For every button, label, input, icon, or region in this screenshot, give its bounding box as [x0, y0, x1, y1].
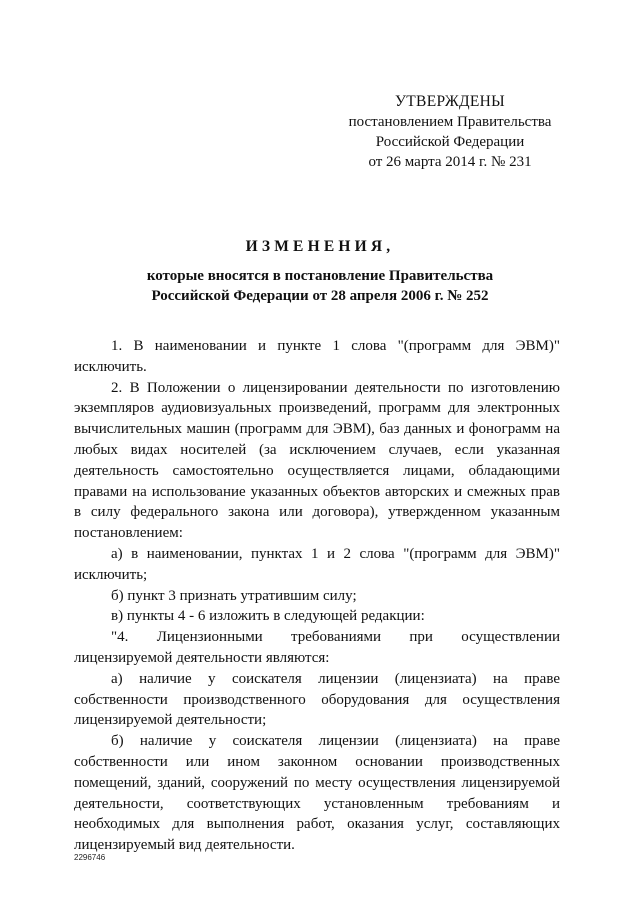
paragraph: а) в наименовании, пунктах 1 и 2 слова "(программ для ЭВМ)" исключить; — [74, 545, 560, 583]
paragraph: 1. В наименовании и пункте 1 слова "(программ для ЭВМ)" исключить. — [74, 338, 560, 375]
approval-heading: УТВЕРЖДЕНЫ — [395, 93, 505, 110]
approval-line: от 26 марта 2014 г. № 231 — [368, 154, 532, 170]
subtitle-line: Российской Федерации от 28 апреля 2006 г. № 252 — [151, 288, 489, 304]
subtitle-line: которые вносятся в постановление Правительства — [146, 268, 494, 284]
approval-line: Российской Федерации — [375, 134, 525, 150]
document-body — [74, 336, 560, 856]
document-subtitle — [40, 266, 600, 306]
document-title: ИЗМЕНЕНИЯ, — [245, 238, 395, 255]
approval-stamp — [330, 92, 570, 172]
paragraph: б) наличие у соискателя лицензии (лицензиата) на праве собственности или ином законном основании производственных помещений, зданий, сооружений по месту осуществления лицензируемой деятельности, соответствующих установленным требованиям и необходимых для выполнения работ, оказания услуг, составляющих лицензируемый вид деятельности. — [74, 733, 560, 854]
paragraph: 2. В Положении о лицензировании деятельности по изготовлению экземпляров аудиовизуальных произведений, программ для электронных вычислительных машин (программ для ЭВМ), баз данных и фонограмм на любых видах носителей (за исключением случаев, если указанная деятельность самостоятельно осуществляется лицами, обладающими правами на использование указанных объектов авторских и смежных прав в силу федерального закона или договора), утвержденном указанным постановлением: — [74, 379, 560, 542]
paragraph: в) пункты 4 - 6 изложить в следующей редакции: — [111, 608, 425, 625]
paragraph: б) пункт 3 признать утратившим силу; — [111, 587, 357, 604]
paragraph: а) наличие у соискателя лицензии (лицензиата) на праве собственности производственного оборудования для осуществления лицензируемой деятельности; — [74, 670, 560, 729]
document-id: 2296746 — [74, 853, 106, 862]
paragraph: "4. Лицензионными требованиями при осуществлении лицензируемой деятельности являются: — [74, 629, 560, 666]
approval-line: постановлением Правительства — [348, 114, 552, 130]
